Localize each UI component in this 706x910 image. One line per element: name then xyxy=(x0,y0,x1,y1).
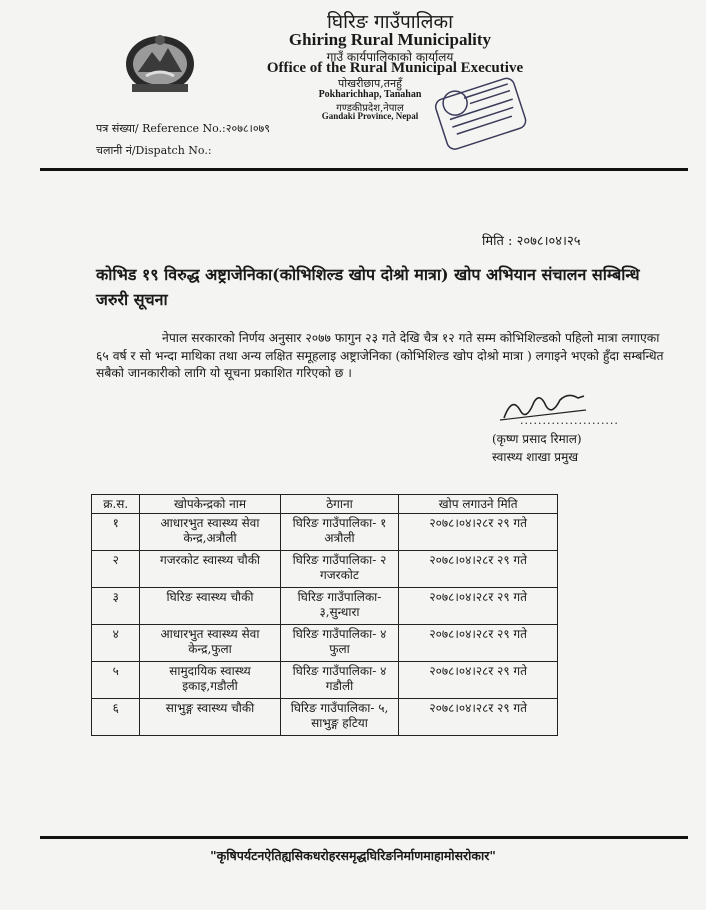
office-name-np: गाउँ कार्यपालिकाको कार्यालय xyxy=(326,50,454,64)
footer-divider xyxy=(40,836,688,839)
cell-address: घिरिङ गाउँपालिका- १ अत्रौली xyxy=(280,514,399,551)
table-header-row xyxy=(92,495,558,514)
notice-body xyxy=(96,330,668,383)
cell-serial: २ xyxy=(92,551,140,588)
cell-date: २०७८।०४।२८र २९ गते xyxy=(399,699,558,736)
header-center-name: खोपकेन्द्रको नाम xyxy=(140,495,280,514)
table-row xyxy=(92,588,558,625)
cell-center-name: सामुदायिक स्वास्थ्य इकाइ,गडौली xyxy=(140,662,280,699)
cell-address: घिरिङ गाउँपालिका- ४ गडौली xyxy=(280,662,399,699)
cell-date: २०७८।०४।२८र २९ गते xyxy=(399,662,558,699)
header-serial: क्र.स. xyxy=(92,495,140,514)
table-row xyxy=(92,551,558,588)
table-row xyxy=(92,699,558,736)
cell-address: घिरिङ गाउँपालिका- ३,सुन्धारा xyxy=(280,588,399,625)
cell-serial: ४ xyxy=(92,625,140,662)
address-np: पोखरीछाप,तनहुँ xyxy=(338,77,402,90)
cell-date: २०७८।०४।२८र २९ गते xyxy=(399,514,558,551)
cell-address: घिरिङ गाउँपालिका- ४ फुला xyxy=(280,625,399,662)
notice-date: मिति : २०७८।०४।२५ xyxy=(482,234,581,249)
cell-address: घिरिङ गाउँपालिका- ५, साभुङ्ग हटिया xyxy=(280,699,399,736)
org-name-np: घिरिङ गाउँपालिका xyxy=(326,11,454,33)
province-en: Gandaki Province, Nepal xyxy=(321,111,419,121)
cell-center-name: आधारभुत स्वास्थ्य सेवा केन्द्र,अत्रौली xyxy=(140,514,280,551)
cell-serial: ५ xyxy=(92,662,140,699)
office-name-en: Office of the Rural Municipal Executive xyxy=(266,60,524,76)
dispatch-number: चलानी नं/Dispatch No.: xyxy=(96,144,212,157)
cell-serial: १ xyxy=(92,514,140,551)
table-row xyxy=(92,662,558,699)
cell-center-name: साभुङ्ग स्वास्थ्य चौकी xyxy=(140,699,280,736)
vaccination-centers-table xyxy=(91,494,558,736)
header-divider xyxy=(40,168,688,171)
cell-center-name: आधारभुत स्वास्थ्य सेवा केन्द्र,फुला xyxy=(140,625,280,662)
cell-center-name: गजरकोट स्वास्थ्य चौकी xyxy=(140,551,280,588)
cell-date: २०७८।०४।२८र २९ गते xyxy=(399,588,558,625)
table-row xyxy=(92,514,558,551)
cell-date: २०७८।०४।२८र २९ गते xyxy=(399,625,558,662)
address-en: Pokharichhap, Tanahan xyxy=(318,89,422,100)
signatory-name: (कृष्ण प्रसाद रिमाल) xyxy=(492,432,582,446)
header-vaccination-date: खोप लगाउने मिति xyxy=(399,495,558,514)
cell-date: २०७८।०४।२८र २९ गते xyxy=(399,551,558,588)
header-address: ठेगाना xyxy=(280,495,399,514)
office-stamp xyxy=(430,70,530,160)
reference-number: पत्र संख्या/ Reference No.:२०७८।०७९ xyxy=(96,122,270,135)
province-np: गण्डकीप्रदेश,नेपाल xyxy=(336,103,404,114)
notice-paragraph: नेपाल सरकारको निर्णय अनुसार २०७७ फागुन २३ गते देखि चैत्र १२ गते सम्म कोभिशिल्डको पहिलो मात्रा लगाएका ६५ वर्ष र सो भन्दा माथिका तथा अन्य लक्षित समूहलाइ अष्ट्राजेनिका (कोभिशिल्ड खोप दोश्रो मात्रा ) लगाइने भएको हुँदा सम्बन्धित सबैको जानकारीको लागि यो सूचना प्रकाशित गरिएको छ । xyxy=(96,331,664,380)
signatory-title: स्वास्थ्य शाखा प्रमुख xyxy=(492,450,579,464)
cell-center-name: घिरिङ स्वास्थ्य चौकी xyxy=(140,588,280,625)
table-row xyxy=(92,625,558,662)
notice-subject: कोभिड १९ विरुद्ध अष्ट्राजेनिका(कोभिशिल्ड खोप दोश्रो मात्रा) खोप अभियान संचालन सम्बिन्धि जरुरी सूचना xyxy=(96,265,640,309)
footer-motto: "कृषिपर्यटनऐतिह्यसिकधरोहरसमृद्धघिरिङनिर्माणमाहामोसरोकार" xyxy=(210,848,496,863)
nepal-emblem-logo xyxy=(118,26,202,98)
cell-address: घिरिङ गाउँपालिका- २ गजरकोट xyxy=(280,551,399,588)
cell-serial: ६ xyxy=(92,699,140,736)
signature-line: ...................... xyxy=(520,414,619,427)
org-name-en: Ghiring Rural Municipality xyxy=(288,30,492,49)
cell-serial: ३ xyxy=(92,588,140,625)
